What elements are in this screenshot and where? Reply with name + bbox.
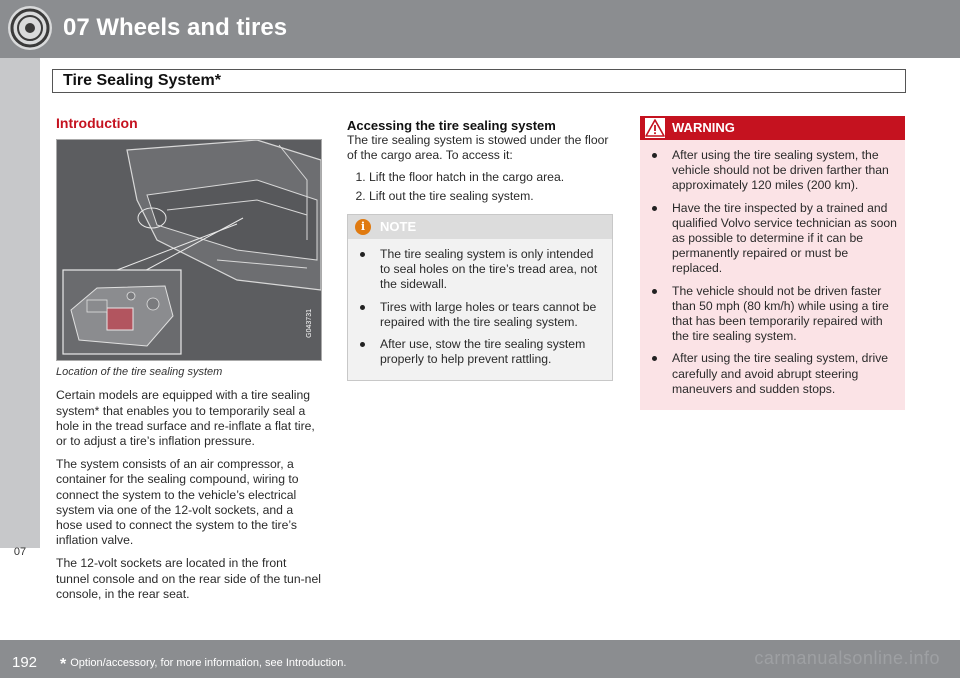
tire-sealing-location-figure <box>56 139 322 361</box>
column-introduction <box>56 116 322 610</box>
chapter-header <box>0 0 960 58</box>
list-item: 2. Lift out the tire sealing system. <box>369 189 613 204</box>
footnote-text: Option/accessory, for more information, see Introduction. <box>70 657 347 669</box>
footnote-star: * <box>60 656 67 673</box>
warning-triangle-icon <box>645 118 665 138</box>
warning-list <box>640 148 905 397</box>
cargo-area-illustration <box>57 140 321 360</box>
accessing-intro: The tire sealing system is stowed under the floor of the cargo area. To access it: <box>347 133 609 163</box>
section-title: Tire Sealing System* <box>63 72 221 89</box>
side-tab-chapter-number: 07 <box>13 546 27 558</box>
chapter-title: 07 Wheels and tires <box>63 14 288 41</box>
note-list <box>348 247 612 367</box>
paragraph: Certain models are equipped with a tire sealing system* that enables you to temporarily seal a hole in the tread surface and re-inflate a flat tire, or to adjust a tire’s inflation pressure. <box>56 388 315 449</box>
note-title: NOTE <box>380 219 417 235</box>
list-item: The tire sealing system is only intended to seal holes on the tire’s tread area, not the sidewall. <box>358 247 604 293</box>
warning-title: WARNING <box>672 120 735 135</box>
watermark: carmanualsonline.info <box>754 648 940 668</box>
note-header <box>348 215 612 239</box>
page-number: 192 <box>12 654 38 671</box>
paragraph: The 12-volt sockets are located in the front tunnel console and on the rear side of the tun-nel console, in the rear seat. <box>56 556 321 601</box>
column-accessing <box>347 118 613 381</box>
access-steps-list <box>347 170 613 204</box>
paragraph: The system consists of an air compressor, a container for the sealing compound, wiring to connect the system to the vehicle’s electrical system via one of the 12-volt sockets, and a hose used to connect the system to the tire’s inflation valve. <box>56 457 299 548</box>
footnote <box>60 656 346 674</box>
list-item: Tires with large holes or tears cannot be repaired with the tire sealing system. <box>358 300 604 330</box>
page-footer <box>0 640 960 678</box>
chapter-side-tab <box>0 58 40 558</box>
list-item: After using the tire sealing system, drive carefully and avoid abrupt steering maneuvers and sudden stops. <box>650 351 897 397</box>
column-warning <box>640 116 905 410</box>
list-item: After use, stow the tire sealing system properly to help prevent rattling. <box>358 337 604 367</box>
accessing-heading: Accessing the tire sealing system <box>347 118 556 133</box>
figure-caption: Location of the tire sealing system <box>56 366 223 379</box>
list-item: After using the tire sealing system, the vehicle should not be driven farther than approximately 120 miles (200 km). <box>650 148 897 194</box>
introduction-heading: Introduction <box>56 115 138 131</box>
wheel-icon <box>7 5 53 51</box>
list-item: Have the tire inspected by a trained and qualified Volvo service technician as soon as possible to determine if it can be permanently repaired or must be replaced. <box>650 201 897 277</box>
note-box <box>347 214 613 381</box>
list-item: The vehicle should not be driven faster than 50 mph (80 km/h) while using a tire that has been temporarily repaired with the tire sealing system. <box>650 284 897 345</box>
section-title-bar <box>52 69 906 93</box>
warning-box <box>640 116 905 410</box>
info-icon: i <box>355 219 371 235</box>
warning-header <box>640 116 905 140</box>
figure-code: G043731 <box>305 309 313 339</box>
list-item: 1. Lift the floor hatch in the cargo area. <box>369 170 613 185</box>
